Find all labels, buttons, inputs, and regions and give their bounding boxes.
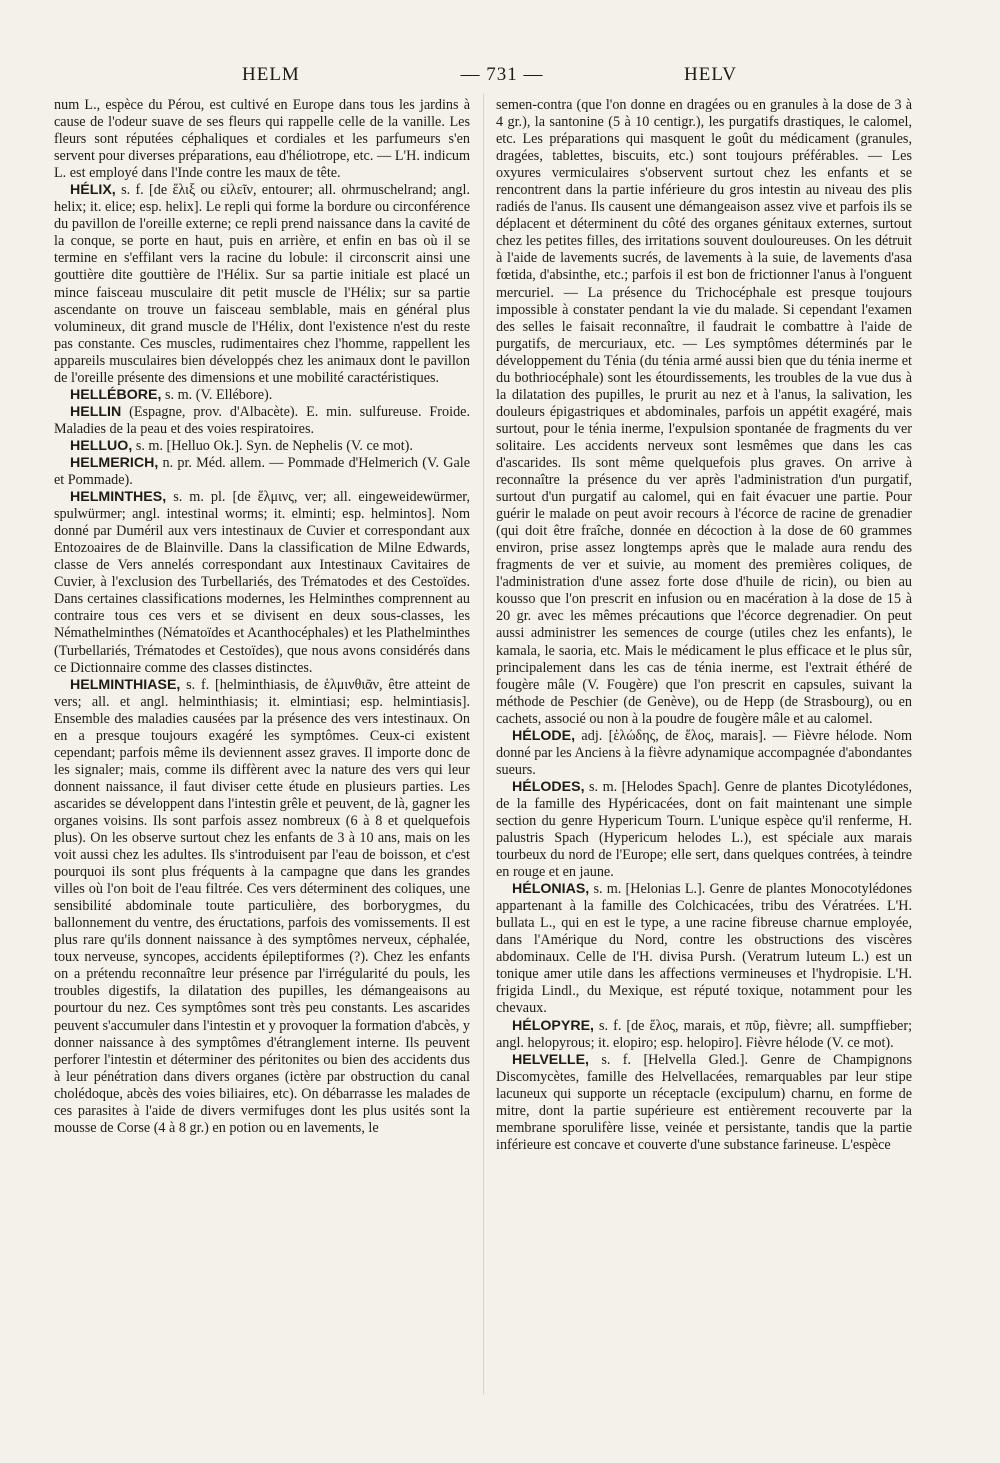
entry-text: adj. [ἑλώδης, de ἕλος, marais]. — Fièvre hélode. Nom donné par les Anciens à la fièvre adynamique accompagnée d'abondantes sueurs.: [496, 727, 913, 778]
header-left-word: HELM: [242, 64, 300, 85]
entry-text: s. m. (V. Ellébore).: [164, 386, 273, 403]
running-header: [52, 64, 952, 90]
entry-headword: HÉLIX,: [70, 182, 116, 199]
entry-helonias: [496, 881, 912, 1017]
entry-text: s. m. [Helluo Ok.]. Syn. de Nephelis (V. ce mot).: [135, 437, 413, 454]
entry-headword: HÉLODES,: [512, 778, 585, 795]
entry-headword: HELMINTHES,: [70, 489, 167, 506]
entry-hellin: [54, 404, 470, 438]
entry-helodes: [496, 779, 912, 881]
entry-text: s. f. [helminthiasis, de ἑλμινθιᾶν, être atteint de vers; all. et angl. helminthiasis; it. elmintiasi; esp. helmintiasis]. Ensemble des maladies causées par la présence des vers intestinaux. On en a presque toujours exagéré les symptômes. Ceux-ci existent cependant; parfois même ils deviennent assez graves. Il importe donc de les signaler; mais, comme ils diffèrent avec la nature des vers qui leur donnent naissance, il faut diviser cette étude en plusieurs parties. Les ascarides se développent dans l'intestin grêle et peuvent, de là, gagner les organes voisins. Ils sont parfois assez nombreux (6 à 8 et quelquefois plus). On les observe surtout chez les enfants de 3 à 10 ans, mais on les voit aussi chez les adultes. Ils s'introduisent par l'eau de boisson, et c'est pourquoi ils sont plus fréquents à la campagne que dans les grandes villes où l'on boit de l'eau filtrée. Ces vers déterminent des coliques, une sensibilité abdominale toute particulière, des borborygmes, du ballonnement du ventre, des éructations, parfois des vomissements. Il est plus rare qu'ils donnent naissance à des symptômes nerveux, céphalée, toux nerveuse, syncopes, accidents épileptiformes (?). Chez les enfants on a prétendu reconnaître leur présence par l'irrégularité du pouls, les troubles digestifs, la dilatation des pupilles, les démangeaisons au pourtour du nez. Ces symptômes sont très peu constants. Les ascarides peuvent s'accumuler dans l'intestin et y provoquer la formation d'abcès, y donner naissance à des symptômes d'étranglement interne. Ils peuvent perforer l'intestin et déterminer des péritonites ou bien des accidents dus à leur pénétration dans divers organes (ictère par obstruction du canal cholédoque, abcès des voies biliaires, etc). On débarrasse les malades de ces parasites à l'aide de divers vermifuges dont les plus usités sont la mousse de Corse (4 à 8 gr.) en potion ou en lavements, le: [54, 676, 471, 1136]
entry-helluo: [54, 438, 470, 455]
entry-text: s. m. pl. [de ἕλμινς, ver; all. eingeweidewürmer, spulwürmer; angl. intestinal worms; it. elminti; esp. helmintos]. Nom donné par Duméril aux vers intestinaux de Cuvier et correspondant aux Entozoaires de de Blainville. Dans la classification de Milne Edwards, classe de Vers annelés correspondant aux Intestinaux Cavitaires de Cuvier, à l'exclusion des Turbellariés, des Trématodes et des Cestoïdes. Dans certaines classifications modernes, les Helminthes comprennent au contraire tous ces vers et se divisent en deux sous-classes, les Némathelminthes (Nématoïdes et Acanthocéphales) et les Plathelminthes (Turbellariés, Trématodes et Cestoïdes), que nous avons considérés dans ce Dictionnaire comme des classes distinctes.: [54, 489, 471, 676]
right-column: [496, 97, 912, 1154]
entry-headword: HELMERICH,: [70, 454, 159, 471]
entry-headword: HÉLONIAS,: [512, 881, 590, 898]
column-gutter: [483, 94, 484, 1394]
entry-helvelle: [496, 1052, 912, 1154]
entry-text: s. m. [Helodes Spach]. Genre de plantes Dicotylédones, de la famille des Hypéricacées, dont on fait maintenant une simple section du genre Hypericum Tourn. L'unique espèce qu'il renferme, H. palustris Spach (Hypericum helodes L.), est spéciale aux marais tourbeux du nord de l'Europe; elle sert, dans quelques contrées, à teindre en rouge et en jaune.: [496, 778, 913, 881]
entry-text: num L., espèce du Pérou, est cultivé en Europe dans tous les jardins à cause de l'odeur suave de ses fleurs qui rappelle celle de la vanille. Les fleurs sont réputées céphaliques et cordiales et les parfumeurs s'en servent pour diverses préparations, eau d'héliotrope, etc. — L'H. indicum L. est employé dans l'Inde contre les maux de tête.: [54, 97, 470, 182]
entry-text: s. f. [Helvella Gled.]. Genre de Champignons Discomycètes, famille des Helvellacées, remarquables par leur stipe lacuneux qui supporte un réceptacle (excipulum) charnu, en forme de mitre, dont la partie supérieure est entièrement recouverte par la membrane sporulifère lisse, veinée et persistante, tandis que la partie inférieure est concave et couverte d'une substance farineuse. L'espèce: [496, 1051, 912, 1153]
entry-text: (Espagne, prov. d'Albacète). E. min. sulfureuse. Froide. Maladies de la peau et des voies respiratoires.: [54, 403, 471, 437]
entry-helode: [496, 728, 912, 779]
entry-helminthiase: [54, 677, 470, 1137]
entry-helminthes: [54, 489, 470, 677]
entry-continuation: [496, 97, 912, 728]
entry-headword: HELVELLE,: [512, 1051, 589, 1068]
entry-text: s. m. [Helonias L.]. Genre de plantes Monocotylédones appartenant à la famille des Colchicacées, tribu des Vératrées. L'H. bullata L., qui en est le type, a une racine fibreuse charnue employée, dans l'Amérique du Nord, contre les obstructions des viscères abdominaux. Celle de l'H. divisa Pursh. (Veratrum luteum L.) est un tonique amer utile dans les affections vermineuses et l'hydropisie. L'H. frigida Lindl., du Mexique, est réputé toxique, notamment pour les chevaux.: [496, 881, 912, 1017]
entry-helix: [54, 182, 470, 387]
entry-helmerich: [54, 455, 470, 489]
entry-text: s. f. [de ἕλιξ ou εἰλεῖν, entourer; all. ohrmuschelrand; angl. helix; it. elice; esp. helix]. Le repli qui forme la bordure ou circonférence du pavillon de l'oreille externe; ce repli prend naissance dans la cavité de la conque, se porte en haut, puis en arrière, et enfin en bas où il se termine en s'effilant vers la racine du lobule: il circonscrit ainsi une gouttière dite gouttière de l'Hélix. Sur sa partie initiale est placé un mince faisceau musculaire dit petit muscle de l'Hélix; sur sa partie ascendante on trouve un faisceau semblable, mais en général plus volumineux, dit grand muscle de l'Hélix, dont l'existence n'est du reste pas constante. Ces muscles, rudimentaires chez l'homme, rappellent les appareils musculaires bien développés chez les animaux dont le pavillon de l'oreille présente des dimensions et une mobilité caractéristiques.: [54, 182, 471, 386]
page-number: — 731 —: [460, 64, 544, 85]
left-column: [54, 97, 470, 1137]
entry-helopyre: [496, 1018, 912, 1052]
entry-headword: HELLIN: [70, 403, 122, 420]
entry-continuation: [54, 97, 470, 182]
entry-headword: HELMINTHIASE,: [70, 676, 181, 693]
entry-headword: HELLÉBORE,: [70, 386, 162, 403]
entry-hellebore: [54, 387, 470, 404]
entry-text: semen-contra (que l'on donne en dragées ou en granules à la dose de 3 à 4 gr.), la santonine (5 à 10 centigr.), les purgatifs drastiques, le calomel, etc. Les préparations qui masquent le goût du médicament (granules, dragées, tablettes, biscuits, etc.) sont toujours préférables. — Les oxyures vermiculaires s'observent surtout chez les enfants et se rencontrent dans la partie inférieure du gros intestin au niveau des plis radiés de l'anus. Ils causent une démangeaison assez vive et parfois ils se déplacent et déterminent du côté des organes génitaux externes, surtout chez les petites filles, des irritations souvent douloureuses. On les détruit à l'aide de lavements sucrés, de lavements à la suie, de lavements d'asa fœtida, d'absinthe, etc.; parfois il est bon de frictionner l'anus à l'onguent mercuriel. — La présence du Trichocéphale est presque toujours impossible à constater pendant la vie du malade. Si cependant l'examen des selles le faisait reconnaître, il faudrait le combattre à l'aide de purgatifs, de mercuriaux, etc. — Les symptômes déterminés par le développement du Ténia (du ténia armé aussi bien que du ténia inerme et du bothriocéphale) sont les étourdissements, les troubles de la vue dus à la dilatation des pupilles, le prurit au nez et à l'anus, la salivation, les douleurs épigastriques et abdominales, parfois un appétit exagéré, mais surtout, pour le ténia inerme, l'expulsion spontanée de fragments du ver solitaire. Les accidents nerveux sont lesmêmes que dans les cas d'ascarides. Ils sont même quelquefois plus graves. On arrive à reconnaître la présence du ver après l'administration d'un purgatif, surtout d'un purgatif au calomel, qui en fait évacuer une partie. Pour guérir le malade on peut avoir recours à l'écorce de racine de grenadier (qui doit être fraîche, donnée en décoction à la dose de 60 grammes environ, prise assez longtemps après que le malade aura rendu des fragments de ver et suivie, au moment des premières coliques, de l'administration d'une assez forte dose d'huile de ricin), ou bien au kousso que l'on prescrit en infusion ou en macération à la dose de 15 à 20 gr. avec les mêmes précautions que l'écorce degrenadier. On peut aussi administrer les semences de courge (utiles chez les enfants), le kamala, le saoria, etc. Mais le médicament le plus efficace et le plus sûr, principalement dans les cas de ténia inerme, est l'extrait éthéré de fougère mâle (V. Fougère) que l'on prescrit en capsules, suivant la méthode de Peschier (de Genève), ou de Hepp (de Strasbourg), ou en cachets, associé ou non à la poudre de fougère mâle et au calomel.: [496, 97, 912, 727]
entry-text: s. f. [de ἕλος, marais, et πῦρ, fièvre; all. sumpffieber; angl. helopyrous; it. elopiro; esp. helopiro]. Fièvre hélode (V. ce mot).: [496, 1017, 913, 1051]
entry-text: n. pr. Méd. allem. — Pommade d'Helmerich (V. Gale et Pommade).: [54, 454, 470, 489]
header-right-word: HELV: [684, 64, 737, 85]
entry-headword: HELLUO,: [70, 437, 133, 454]
entry-headword: HÉLODE,: [512, 727, 576, 744]
entry-headword: HÉLOPYRE,: [512, 1017, 594, 1034]
